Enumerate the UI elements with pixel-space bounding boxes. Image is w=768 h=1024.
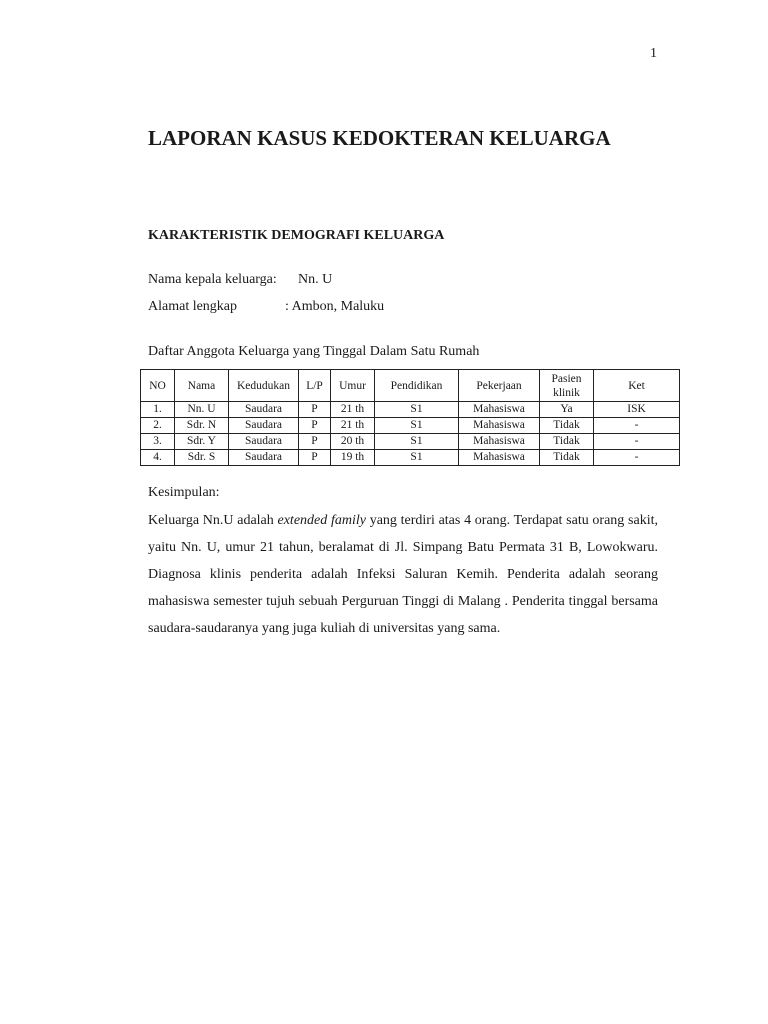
- cell-umur: 21 th: [331, 402, 375, 418]
- conclusion-label: Kesimpulan:: [148, 485, 220, 500]
- cell-umur: 21 th: [331, 418, 375, 434]
- table-row: [141, 418, 680, 434]
- col-header-pasien-klinik: Pasien klinik: [540, 370, 594, 402]
- family-members-table: [140, 369, 680, 466]
- cell-no: 4.: [141, 450, 175, 466]
- col-header-kedudukan: Kedudukan: [229, 370, 299, 402]
- family-head-label: Nama kepala keluarga:: [148, 272, 277, 287]
- cell-umur: 19 th: [331, 450, 375, 466]
- cell-lp: P: [299, 418, 331, 434]
- cell-nama: Sdr. N: [175, 418, 229, 434]
- cell-ket: -: [594, 450, 680, 466]
- cell-kedudukan: Saudara: [229, 402, 299, 418]
- conclusion-body: yang terdiri atas 4 orang. Terdapat satu orang sakit, yaitu Nn. U, umur 21 tahun, beralamat di Jl. Simpang Batu Permata 31 B, Lowokwaru. Diagnosa klinis penderita adalah Infeksi Saluran Kemih. Penderita adalah seorang mahasiswa semester tujuh sebuah Perguruan Tinggi di Malang . Penderita tinggal bersama saudara-saudaranya yang juga kuliah di universitas yang sama.: [148, 513, 658, 636]
- cell-pendidikan: S1: [375, 418, 459, 434]
- cell-pasien-klinik: Tidak: [540, 418, 594, 434]
- cell-pendidikan: S1: [375, 450, 459, 466]
- cell-pasien-klinik: Tidak: [540, 450, 594, 466]
- cell-pekerjaan: Mahasiswa: [459, 418, 540, 434]
- cell-pekerjaan: Mahasiswa: [459, 402, 540, 418]
- cell-pasien-klinik: Tidak: [540, 434, 594, 450]
- page-number: 1: [650, 46, 657, 61]
- conclusion-emphasis: extended family: [277, 513, 366, 528]
- cell-nama: Sdr. Y: [175, 434, 229, 450]
- table-row: [141, 450, 680, 466]
- cell-pasien-klinik: Ya: [540, 402, 594, 418]
- cell-no: 3.: [141, 434, 175, 450]
- cell-lp: P: [299, 450, 331, 466]
- address-label: Alamat lengkap: [148, 299, 238, 314]
- document-title: LAPORAN KASUS KEDOKTERAN KELUARGA: [148, 126, 611, 150]
- cell-kedudukan: Saudara: [229, 418, 299, 434]
- cell-ket: -: [594, 434, 680, 450]
- address-row: [148, 299, 384, 315]
- cell-pekerjaan: Mahasiswa: [459, 450, 540, 466]
- family-head-value: Nn. U: [298, 272, 333, 287]
- section-title: KARAKTERISTIK DEMOGRAFI KELUARGA: [148, 228, 445, 243]
- table-row: [141, 402, 680, 418]
- cell-nama: Sdr. S: [175, 450, 229, 466]
- conclusion-intro: Keluarga Nn.U adalah: [148, 513, 278, 528]
- cell-lp: P: [299, 434, 331, 450]
- table-row: [141, 434, 680, 450]
- cell-kedudukan: Saudara: [229, 434, 299, 450]
- col-header-no: NO: [141, 370, 175, 402]
- table-caption: Daftar Anggota Keluarga yang Tinggal Dalam Satu Rumah: [148, 344, 480, 359]
- cell-ket: ISK: [594, 402, 680, 418]
- col-header-nama: Nama: [175, 370, 229, 402]
- col-header-lp: L/P: [299, 370, 331, 402]
- cell-no: 1.: [141, 402, 175, 418]
- conclusion-paragraph: [148, 507, 658, 642]
- cell-kedudukan: Saudara: [229, 450, 299, 466]
- cell-nama: Nn. U: [175, 402, 229, 418]
- cell-ket: -: [594, 418, 680, 434]
- col-header-pendidikan: Pendidikan: [375, 370, 459, 402]
- cell-no: 2.: [141, 418, 175, 434]
- table-header-row: [141, 370, 680, 402]
- cell-pekerjaan: Mahasiswa: [459, 434, 540, 450]
- col-header-pekerjaan: Pekerjaan: [459, 370, 540, 402]
- address-value: : Ambon, Maluku: [285, 299, 385, 314]
- col-header-ket: Ket: [594, 370, 680, 402]
- cell-lp: P: [299, 402, 331, 418]
- family-head-row: [148, 272, 332, 288]
- cell-umur: 20 th: [331, 434, 375, 450]
- col-header-umur: Umur: [331, 370, 375, 402]
- cell-pendidikan: S1: [375, 434, 459, 450]
- cell-pendidikan: S1: [375, 402, 459, 418]
